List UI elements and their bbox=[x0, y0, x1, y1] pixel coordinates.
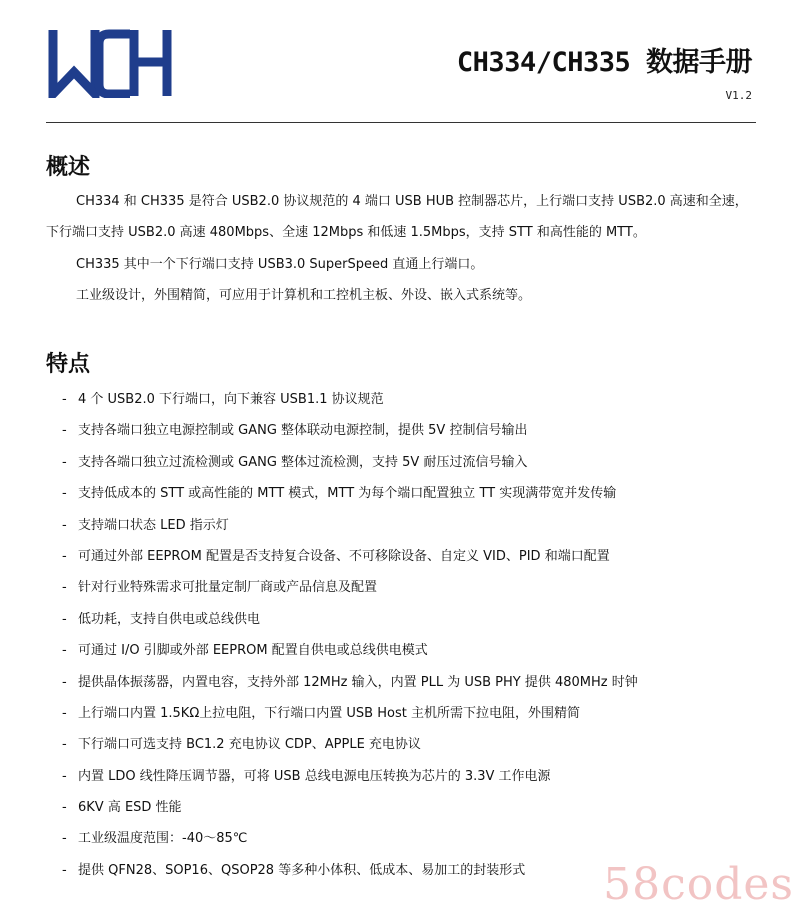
bullet-dash: - bbox=[62, 486, 67, 502]
overview-heading: 概述 bbox=[46, 155, 91, 180]
bullet-dash: - bbox=[62, 611, 67, 627]
feature-item: - 低功耗，支持自供电或总线供电 bbox=[62, 604, 638, 635]
features-heading: 特点 bbox=[46, 352, 91, 377]
bullet-dash: - bbox=[62, 517, 67, 533]
bullet-dash: - bbox=[62, 674, 67, 690]
feature-item: - 支持端口状态 LED 指示灯 bbox=[62, 510, 638, 541]
overview-paragraph: CH335 其中一个下行端口支持 USB3.0 SuperSpeed 直通上行端口。 bbox=[76, 257, 484, 272]
bullet-dash: - bbox=[62, 705, 67, 721]
feature-item: - 内置 LDO 线性降压调节器，可将 USB 总线电源电压转换为芯片的 3.3V 工作电源 bbox=[62, 761, 638, 792]
features-list bbox=[62, 384, 638, 886]
feature-item: - 6KV 高 ESD 性能 bbox=[62, 792, 638, 823]
feature-item: - 支持各端口独立电源控制或 GANG 整体联动电源控制，提供 5V 控制信号输出 bbox=[62, 415, 638, 446]
bullet-dash: - bbox=[62, 768, 67, 784]
feature-item: - 可通过外部 EEPROM 配置是否支持复合设备、不可移除设备、自定义 VID、PID 和端口配置 bbox=[62, 541, 638, 572]
bullet-dash: - bbox=[62, 831, 67, 847]
header-divider bbox=[46, 122, 756, 123]
feature-item: - 上行端口内置 1.5KΩ上拉电阻，下行端口内置 USB Host 主机所需下拉电阻，外围精简 bbox=[62, 698, 638, 729]
bullet-dash: - bbox=[62, 643, 67, 659]
feature-item: - 针对行业特殊需求可批量定制厂商或产品信息及配置 bbox=[62, 572, 638, 603]
feature-item: - 支持低成本的 STT 或高性能的 MTT 模式，MTT 为每个端口配置独立 TT 实现满带宽并发传输 bbox=[62, 478, 638, 509]
bullet-dash: - bbox=[62, 423, 67, 439]
logo-letter-w bbox=[53, 30, 95, 94]
document-version: V1.2 bbox=[725, 89, 752, 102]
wch-logo bbox=[48, 28, 176, 98]
feature-item: - 4 个 USB2.0 下行端口，向下兼容 USB1.1 协议规范 bbox=[62, 384, 638, 415]
feature-item: - 支持各端口独立过流检测或 GANG 整体过流检测，支持 5V 耐压过流信号输入 bbox=[62, 447, 638, 478]
feature-item: - 提供 QFN28、SOP16、QSOP28 等多种小体积、低成本、易加工的封装形式 bbox=[62, 855, 638, 886]
bullet-dash: - bbox=[62, 548, 67, 564]
feature-item: - 工业级温度范围：-40～85℃ bbox=[62, 823, 638, 854]
overview-paragraph: 工业级设计，外围精简，可应用于计算机和工控机主板、外设、嵌入式系统等。 bbox=[76, 288, 532, 303]
logo-letter-h bbox=[134, 30, 167, 96]
bullet-dash: - bbox=[62, 800, 67, 816]
feature-item: - 下行端口可选支持 BC1.2 充电协议 CDP、APPLE 充电协议 bbox=[62, 729, 638, 760]
document-title: CH334/CH335 数据手册 bbox=[456, 47, 752, 78]
bullet-dash: - bbox=[62, 580, 67, 596]
watermark: 58codes bbox=[603, 859, 794, 910]
bullet-dash: - bbox=[62, 862, 67, 878]
feature-item: - 提供晶体振荡器，内置电容，支持外部 12MHz 输入，内置 PLL 为 USB PHY 提供 480MHz 时钟 bbox=[62, 667, 638, 698]
overview-paragraph: CH334 和 CH335 是符合 USB2.0 协议规范的 4 端口 USB HUB 控制器芯片，上行端口支持 USB2.0 高速和全速，下行端口支持 USB2.0 高速 480Mbps、全速 12Mbps 和低速 1.5Mbps，支持 STT 和高性能的 MTT。 bbox=[46, 194, 748, 240]
bullet-dash: - bbox=[62, 454, 67, 470]
logo-letter-c bbox=[99, 34, 130, 94]
bullet-dash: - bbox=[62, 392, 67, 407]
feature-item: - 可通过 I/O 引脚或外部 EEPROM 配置自供电或总线供电模式 bbox=[62, 635, 638, 666]
bullet-dash: - bbox=[62, 737, 67, 753]
